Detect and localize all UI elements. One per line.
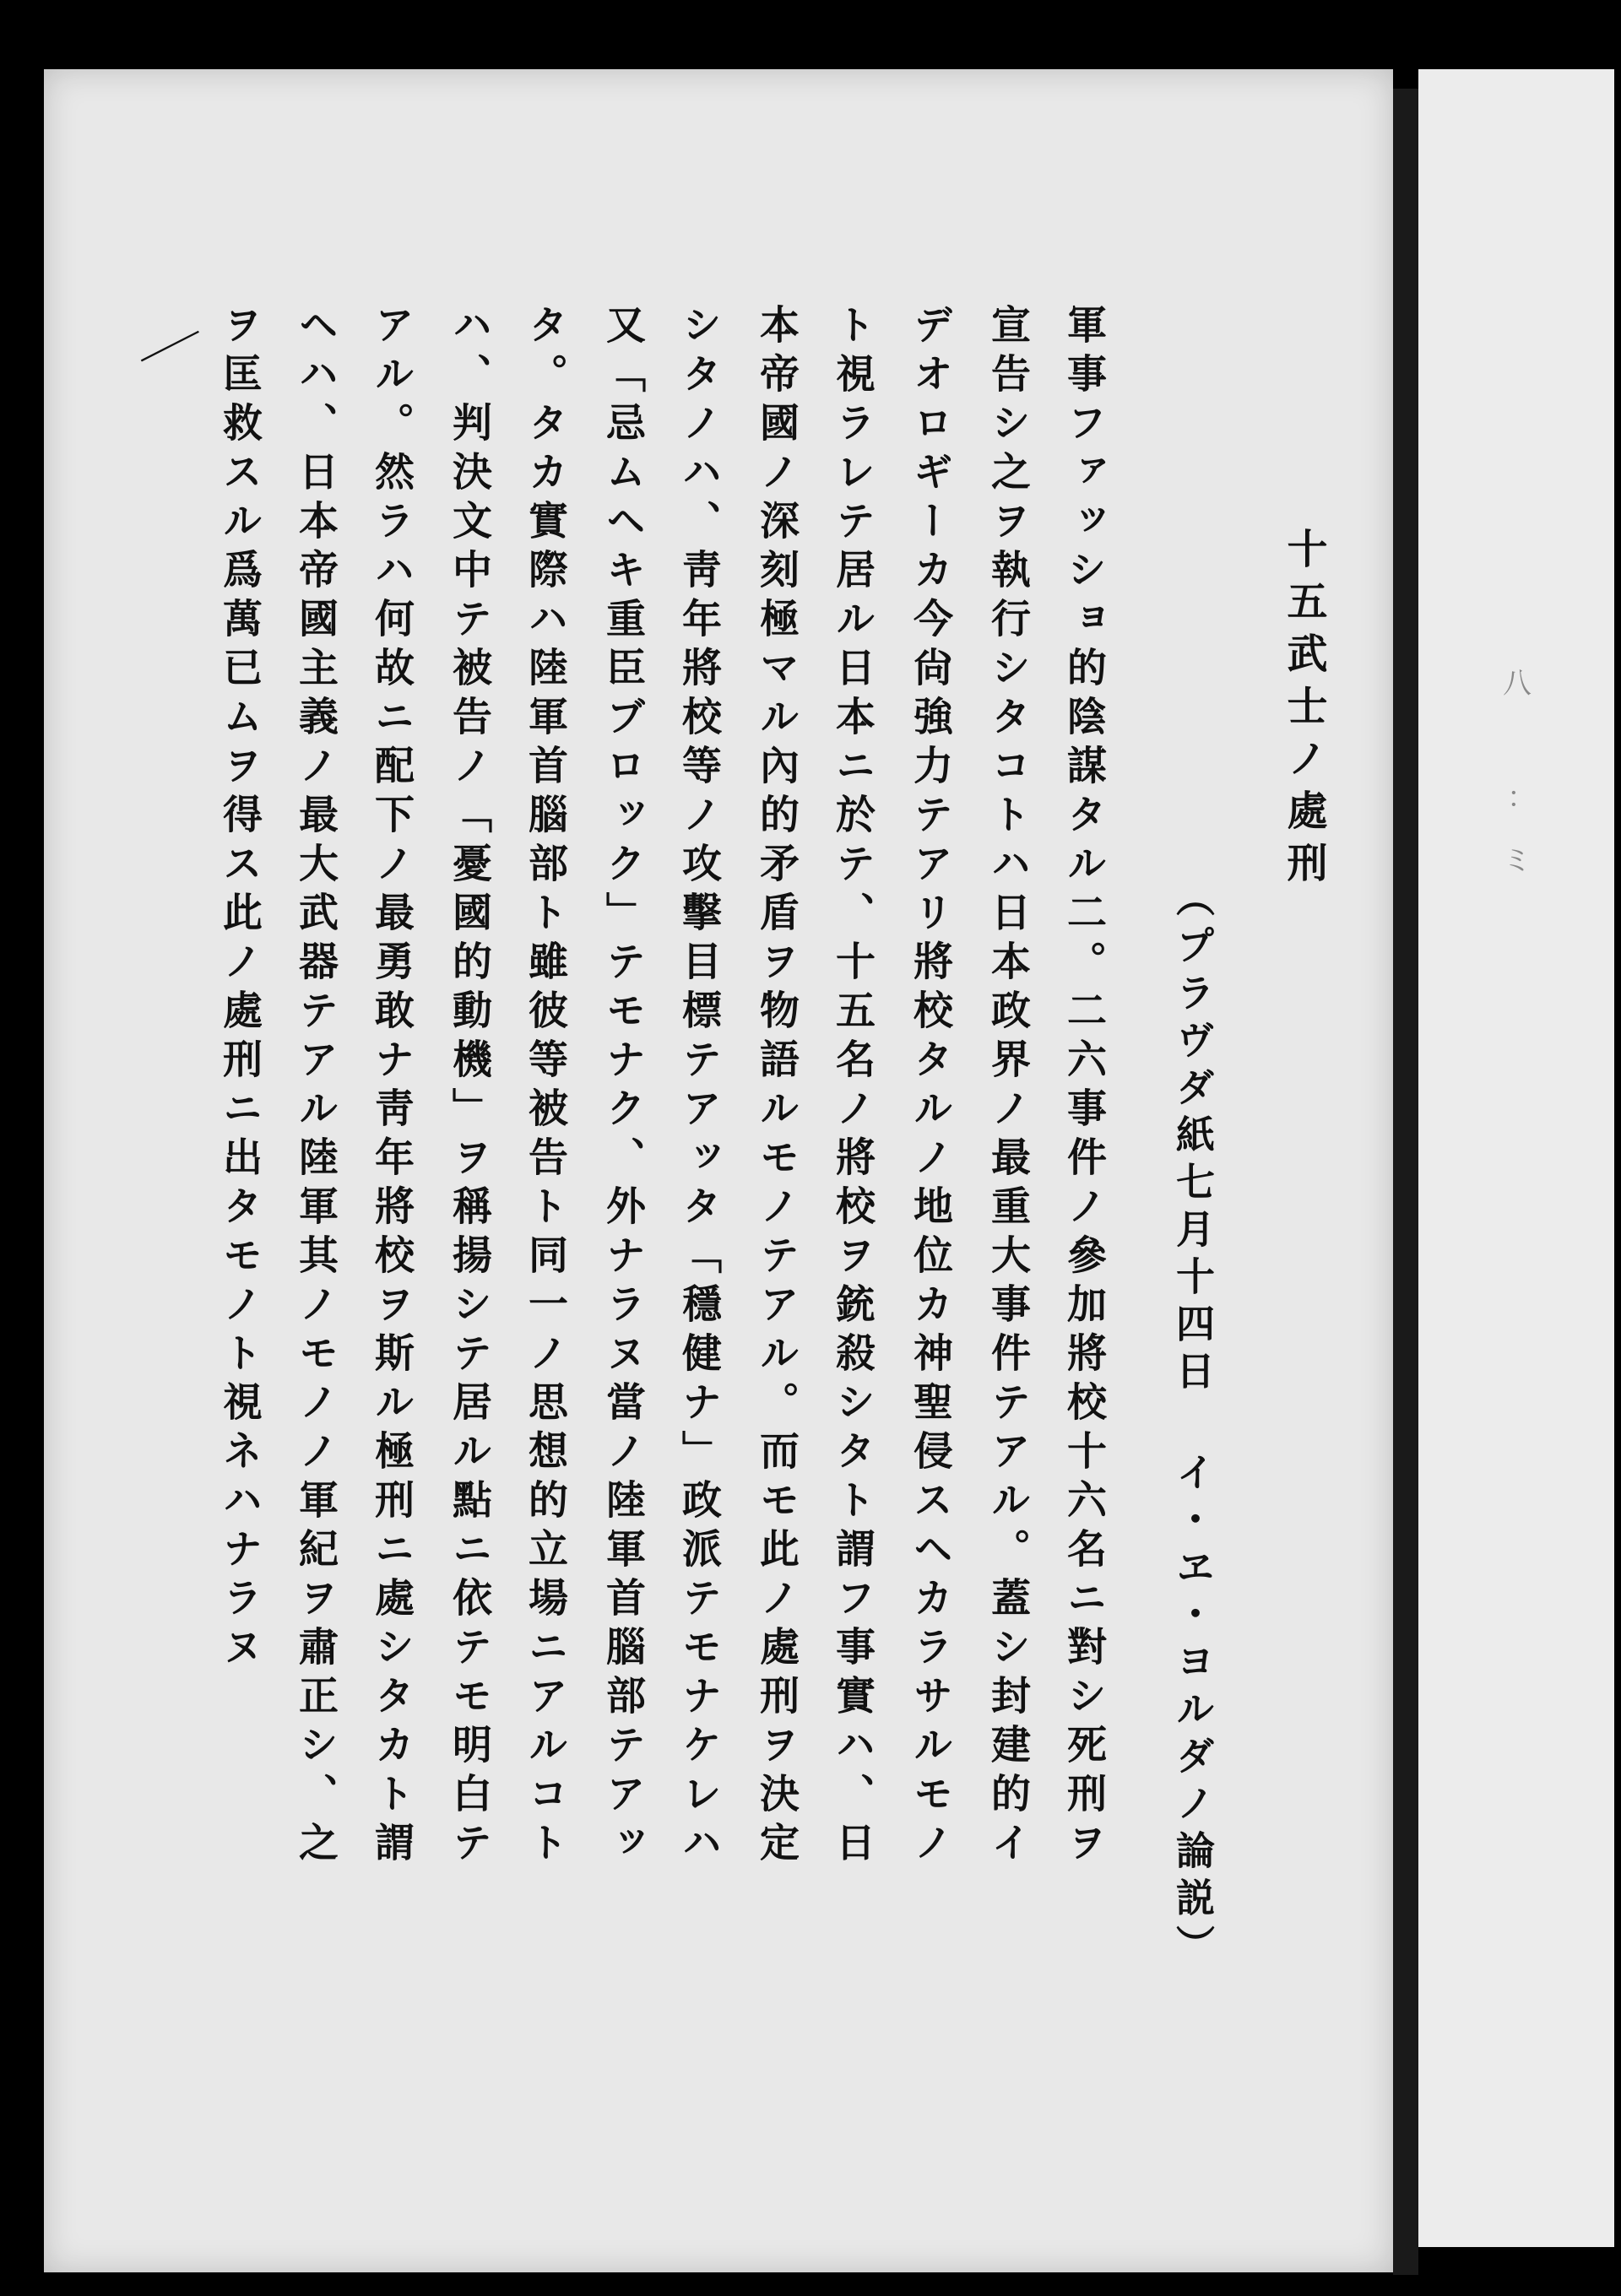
book-spine [1393, 89, 1418, 2275]
side-page-mark: ： [1507, 781, 1536, 815]
adjacent-page [1418, 69, 1614, 2247]
text-column: シタノハ、靑年將校等ノ攻擊目標テアッタ「穩健ナ」政派テモナケレハ [675, 304, 722, 1871]
page-mark: ／ [136, 312, 203, 385]
text-column: デオロギーカ今尙強力テアリ將校タルノ地位カ神聖侵スヘカラサルモノ [907, 304, 953, 1871]
side-page-mark: 八 [1503, 667, 1532, 701]
text-column: ハ、判決文中テ被告ノ「憂國的動機」ヲ稱揚シテ居ル點ニ依テモ明白テ [446, 304, 492, 1871]
article-subtitle: （プラヴダ紙七月十四日 イ・ヱ・ヨルダノ論説） [1170, 878, 1216, 1972]
side-page-mark: ミ [1503, 844, 1532, 878]
text-column: 本帝國ノ深刻極マル內的矛盾ヲ物語ルモノテアル。而モ此ノ處刑ヲ決定 [753, 304, 800, 1871]
text-column: ヘハ、日本帝國主義ノ最大武器テアル陸軍其ノモノノ軍紀ヲ肅正シ、之 [292, 304, 339, 1871]
text-column: アル。然ラハ何故ニ配下ノ最勇敢ナ靑年將校ヲ斯ル極刑ニ處シタカト謂 [368, 304, 415, 1871]
text-column: 又「忌ムヘキ重臣ブロック」テモナク、外ナラヌ當ノ陸軍首腦部テアッ [599, 304, 646, 1871]
text-column: ヲ匡救スル爲萬已ムヲ得ス此ノ處刑ニ出タモノト視ネハナラヌ [216, 304, 263, 1675]
text-column: 軍事ファッショ的陰謀タル二。二六事件ノ參加將校十六名ニ對シ死刑ヲ [1060, 304, 1107, 1871]
text-column: 宣告シ之ヲ執行シタコトハ日本政界ノ最重大事件テアル。蓋シ封建的イ [984, 304, 1031, 1871]
text-column: タ。タカ實際ハ陸軍首腦部ト雖彼等被告ト同一ノ思想的立場ニアルコト [522, 304, 568, 1871]
article-title: 十五武士ノ處刑 [1280, 528, 1327, 894]
text-column: ト視ラレテ居ル日本ニ於テ、十五名ノ將校ヲ銃殺シタト謂フ事實ハ、日 [829, 304, 876, 1871]
